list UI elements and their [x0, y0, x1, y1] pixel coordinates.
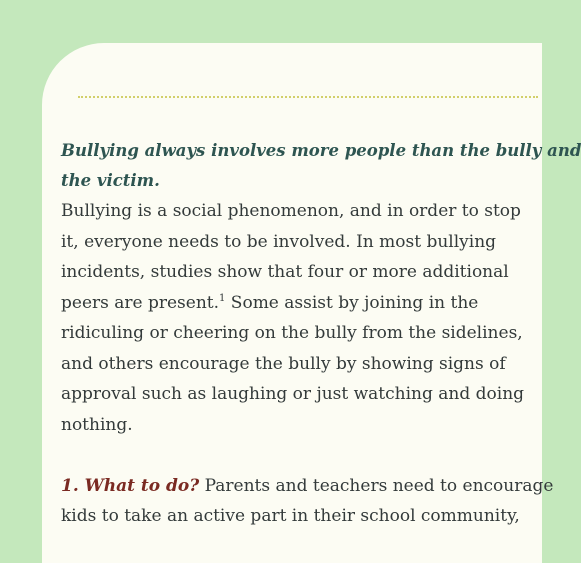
article-body [61, 136, 581, 532]
paragraph-line: approval such as laughing or just watching and doing [61, 384, 525, 404]
paragraph-text: Some assist by joining in the [225, 292, 479, 313]
paragraph-line: Bullying is a social phenomenon, and in order to stop [61, 201, 521, 221]
paragraph-line-footnote [61, 288, 531, 319]
paragraph-line: and others encourage the bully by showing signs of [61, 353, 506, 374]
dotted-divider [78, 96, 538, 98]
section-heading-line-2: the victim. [61, 171, 160, 190]
step-line-continued: kids to take an active part in their school community, [61, 506, 520, 526]
step-line [61, 471, 554, 502]
step-text: Parents and teachers need to encourage [199, 475, 554, 496]
paragraph-gap [61, 440, 531, 471]
paragraph-line: incidents, studies show that four or more additional [61, 262, 509, 282]
step-label: 1. What to do? [61, 475, 200, 496]
paragraph-line: ridiculing or cheering on the bully from the sidelines, [61, 323, 523, 343]
paragraph-text: peers are present. [61, 292, 220, 313]
section-heading-line-1: Bullying always involves more people than the bully and [61, 141, 581, 160]
footnote-marker: 1 [219, 292, 226, 304]
paragraph-line: it, everyone needs to be involved. In most bullying [61, 231, 497, 252]
document-page [42, 43, 581, 563]
paragraph-line: nothing. [61, 414, 133, 435]
